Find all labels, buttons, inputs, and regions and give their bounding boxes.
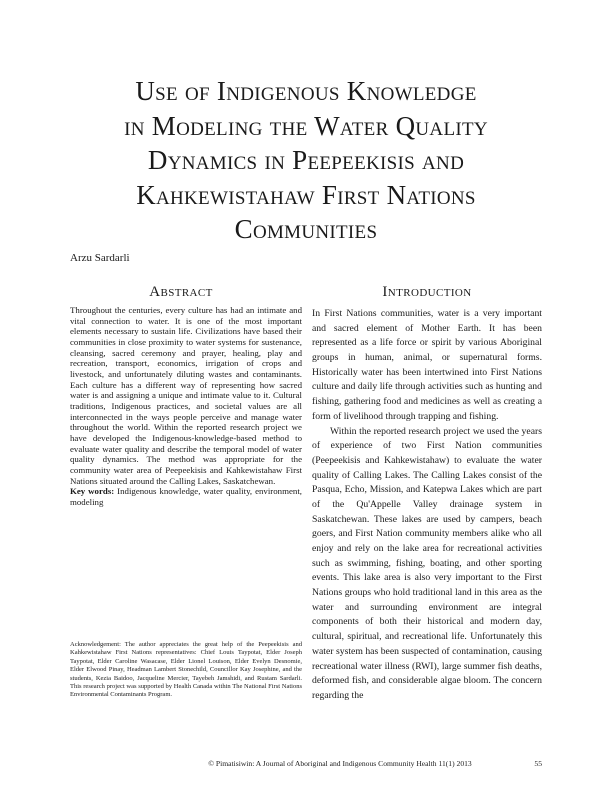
article-title bbox=[70, 74, 542, 247]
title-line: Communities bbox=[234, 214, 378, 244]
title-line: Dynamics in Peepeekisis and bbox=[147, 145, 465, 175]
title-line: Kahkewistahaw First Nations bbox=[136, 179, 476, 210]
keywords-text: Indigenous knowledge, water quality, environment, modeling bbox=[70, 486, 302, 507]
abstract-section bbox=[70, 305, 302, 507]
journal-citation: © Pimatisiwin: A Journal of Aboriginal and Indigenous Community Health 11(1) 2013 bbox=[208, 759, 472, 768]
introduction-section bbox=[312, 307, 542, 704]
intro-paragraph: Within the reported research project we used the years of experience of two First Nation communities (Peepeekisis and Kahkewistahaw) to evaluate the water quality of Calling Lakes. The Calling Lakes consist of the Pasqua, Echo, Mission, and Katepwa Lakes which are part of the Qu'Appelle Valley drainage system in Saskatchewan. These lakes are used by campers, beach goers, and First Nation community members alike who all enjoy and rely on the lake area for recreational activities such as swimming, fishing, boating, and other sporting events. This lake area is also very important to the First Nations groups who hold traditional land in this area as the water and surrounding environment are integral components of both their historical and modern day, cultural, spiritual, and recreational life. Unfortunately this water system has been suspected of contamination, causing recreational water illness (RWI), large summer fish deaths, deformed fish, and considerable algae bloom. The concern regarding the bbox=[312, 425, 542, 701]
intro-paragraph: In First Nations communities, water is a very important and sacred element of Mother Earth. It has been represented as a life force or spirit by various Aboriginal groups in human, animal, or supernatural forms. Historically water has been intertwined into First Nations culture and daily life through activities such as hunting and fishing, gathering food and medicines as well as creating a form of livelihood through trapping and fishing. bbox=[312, 308, 542, 422]
abstract-body: Throughout the centuries, every culture has had an intimate and vital connection to water. It is one of the most important elements necessary to sustain life. Civilizations have based their communities in close proximity to water systems for sustenance, cleansing, sacred ceremony and prayer, healing, play and recreation, transport, economics, irrigation of crops and livestock, and unfortunately diluting wastes and contaminants. Each culture has a different way of representing how sacred water is and assigning a unique and intimate value to it. Cultural traditions, Indigenous practices, and societal values are all interconnected in the ways people perceive and manage water throughout the world. Within the reported research project we have developed the Indigenous-knowledge-based method to evaluate water quality and describe the temporal model of water quality dynamics. The method was appropriate for the community water area of Peepeekisis and Kahkewistahaw First Nations situated around the Calling Lakes, Saskatchewan. bbox=[70, 305, 302, 486]
author-name: Arzu Sardarli bbox=[70, 252, 130, 264]
keywords bbox=[70, 486, 302, 507]
title-line: in Modeling the Water Quality bbox=[124, 110, 488, 141]
keywords-label: Key words: bbox=[70, 486, 115, 497]
introduction-heading: Introduction bbox=[382, 284, 472, 300]
title-line: Use of Indigenous Knowledge bbox=[135, 76, 477, 106]
acknowledgement: Acknowledgement: The author appreciates the great help of the Peepeekisis and Kahkewistahaw First Nations representatives: Chief Louis Taypotat, Elder Joseph Taypotat, Elder Caroline Wasacase, Elder Lionel Louison, Elder Evelyn Desnomie, Elder Elwood Pinay, Headman Lambert Stonechild, Councillor Kay Josephine, and the students, Kezia Baidoo, Jacqueline Mercier, Tayebeh Jamshidi, and Rustam Sardarli. This research project was supported by Health Canada within The National First Nations Environmental Contaminants Program. bbox=[70, 641, 302, 699]
page-number: 55 bbox=[534, 759, 542, 768]
abstract-heading: Abstract bbox=[149, 284, 213, 300]
